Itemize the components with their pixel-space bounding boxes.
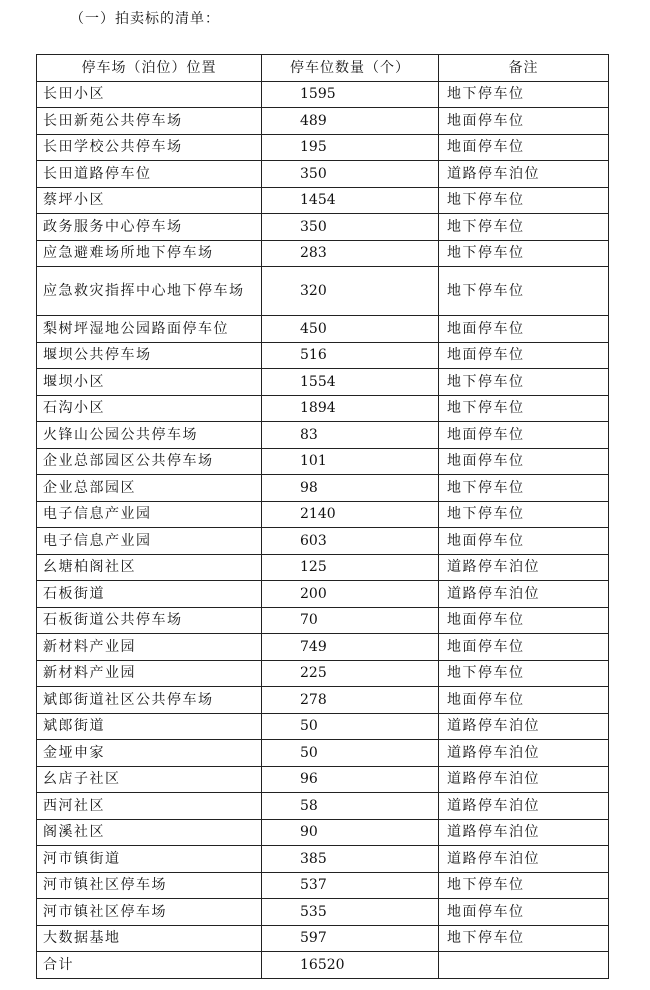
table-row	[37, 634, 609, 661]
cell-count: 58	[262, 793, 439, 820]
cell-location: 金垭申家	[37, 740, 262, 767]
table-row	[37, 899, 609, 926]
table-row	[37, 81, 609, 108]
cell-note: 道路停车泊位	[439, 846, 609, 873]
table-row	[37, 925, 609, 952]
cell-note: 道路停车泊位	[439, 554, 609, 581]
table-row	[37, 161, 609, 188]
table-row	[37, 607, 609, 634]
cell-location: 长田新苑公共停车场	[37, 108, 262, 135]
cell-note: 道路停车泊位	[439, 766, 609, 793]
cell-count: 350	[262, 161, 439, 188]
table-row	[37, 475, 609, 502]
cell-note: 地下停车位	[439, 395, 609, 422]
cell-count: 225	[262, 660, 439, 687]
cell-location: 应急避难场所地下停车场	[37, 240, 262, 267]
cell-location: 幺塘柏阁社区	[37, 554, 262, 581]
cell-location: 河市镇社区停车场	[37, 899, 262, 926]
cell-note: 道路停车泊位	[439, 793, 609, 820]
table-row	[37, 687, 609, 714]
cell-count: 749	[262, 634, 439, 661]
cell-count: 385	[262, 846, 439, 873]
cell-count: 516	[262, 342, 439, 369]
cell-note: 道路停车泊位	[439, 713, 609, 740]
cell-location: 蔡坪小区	[37, 187, 262, 214]
cell-location: 斌郎街道社区公共停车场	[37, 687, 262, 714]
table-row	[37, 740, 609, 767]
cell-location: 大数据基地	[37, 925, 262, 952]
table-row	[37, 819, 609, 846]
cell-count: 50	[262, 740, 439, 767]
cell-location: 石板街道公共停车场	[37, 607, 262, 634]
auction-items-table	[36, 54, 609, 979]
cell-location: 应急救灾指挥中心地下停车场	[37, 267, 262, 316]
table-row	[37, 872, 609, 899]
table-row	[37, 187, 609, 214]
cell-count: 195	[262, 134, 439, 161]
cell-location: 企业总部园区公共停车场	[37, 448, 262, 475]
cell-note: 地面停车位	[439, 316, 609, 343]
table-row	[37, 214, 609, 241]
cell-note: 地下停车位	[439, 872, 609, 899]
table-row	[37, 422, 609, 449]
cell-note: 道路停车泊位	[439, 740, 609, 767]
cell-count: 489	[262, 108, 439, 135]
cell-note: 地下停车位	[439, 501, 609, 528]
cell-count: 1595	[262, 81, 439, 108]
cell-location: 河市镇社区停车场	[37, 872, 262, 899]
cell-note: 道路停车泊位	[439, 819, 609, 846]
cell-note: 地面停车位	[439, 634, 609, 661]
table-row	[37, 108, 609, 135]
cell-note: 地面停车位	[439, 422, 609, 449]
table-row	[37, 395, 609, 422]
cell-location: 阁溪社区	[37, 819, 262, 846]
cell-location: 新材料产业园	[37, 634, 262, 661]
cell-count: 278	[262, 687, 439, 714]
cell-location: 长田道路停车位	[37, 161, 262, 188]
cell-count: 50	[262, 713, 439, 740]
cell-count: 98	[262, 475, 439, 502]
cell-note: 地下停车位	[439, 925, 609, 952]
cell-location: 长田学校公共停车场	[37, 134, 262, 161]
cell-count: 96	[262, 766, 439, 793]
cell-note: 地下停车位	[439, 475, 609, 502]
cell-note: 地面停车位	[439, 342, 609, 369]
cell-location: 政务服务中心停车场	[37, 214, 262, 241]
cell-count: 101	[262, 448, 439, 475]
table-row	[37, 369, 609, 396]
cell-location: 电子信息产业园	[37, 528, 262, 555]
section-heading: （一）拍卖标的清单：	[70, 11, 220, 27]
table-row	[37, 528, 609, 555]
table-row	[37, 267, 609, 316]
cell-count: 1554	[262, 369, 439, 396]
cell-note: 地面停车位	[439, 134, 609, 161]
cell-note: 地面停车位	[439, 528, 609, 555]
cell-location: 长田小区	[37, 81, 262, 108]
cell-note: 道路停车泊位	[439, 161, 609, 188]
table-row	[37, 448, 609, 475]
cell-count: 535	[262, 899, 439, 926]
cell-location: 石沟小区	[37, 395, 262, 422]
cell-note: 道路停车泊位	[439, 581, 609, 608]
table-row	[37, 793, 609, 820]
table-header-row	[37, 55, 609, 82]
cell-note: 地面停车位	[439, 899, 609, 926]
total-row	[37, 952, 609, 979]
cell-note: 地下停车位	[439, 187, 609, 214]
cell-count: 2140	[262, 501, 439, 528]
table-row	[37, 134, 609, 161]
cell-location: 火锋山公园公共停车场	[37, 422, 262, 449]
cell-note: 地下停车位	[439, 81, 609, 108]
cell-count: 1894	[262, 395, 439, 422]
total-label: 合计	[37, 952, 262, 979]
cell-note: 地面停车位	[439, 607, 609, 634]
cell-note: 地面停车位	[439, 448, 609, 475]
table-row	[37, 240, 609, 267]
cell-location: 堰坝公共停车场	[37, 342, 262, 369]
table-row	[37, 713, 609, 740]
total-note	[439, 952, 609, 979]
cell-count: 200	[262, 581, 439, 608]
cell-note: 地面停车位	[439, 687, 609, 714]
cell-note: 地下停车位	[439, 267, 609, 316]
cell-location: 幺店子社区	[37, 766, 262, 793]
table-row	[37, 846, 609, 873]
table-row	[37, 316, 609, 343]
table-row	[37, 554, 609, 581]
table-row	[37, 342, 609, 369]
cell-count: 125	[262, 554, 439, 581]
cell-location: 斌郎街道	[37, 713, 262, 740]
cell-location: 堰坝小区	[37, 369, 262, 396]
cell-location: 企业总部园区	[37, 475, 262, 502]
cell-count: 603	[262, 528, 439, 555]
cell-location: 西河社区	[37, 793, 262, 820]
table-row	[37, 766, 609, 793]
cell-count: 597	[262, 925, 439, 952]
cell-count: 83	[262, 422, 439, 449]
cell-count: 350	[262, 214, 439, 241]
cell-note: 地下停车位	[439, 240, 609, 267]
table-row	[37, 660, 609, 687]
total-count: 16520	[262, 952, 439, 979]
cell-count: 320	[262, 267, 439, 316]
cell-location: 梨树坪湿地公园路面停车位	[37, 316, 262, 343]
cell-location: 河市镇街道	[37, 846, 262, 873]
table-row	[37, 501, 609, 528]
cell-location: 电子信息产业园	[37, 501, 262, 528]
cell-count: 283	[262, 240, 439, 267]
header-note: 备注	[439, 55, 609, 82]
table-row	[37, 581, 609, 608]
cell-count: 1454	[262, 187, 439, 214]
cell-count: 70	[262, 607, 439, 634]
header-location: 停车场（泊位）位置	[37, 55, 262, 82]
cell-location: 新材料产业园	[37, 660, 262, 687]
cell-count: 537	[262, 872, 439, 899]
cell-note: 地面停车位	[439, 108, 609, 135]
cell-note: 地下停车位	[439, 214, 609, 241]
cell-location: 石板街道	[37, 581, 262, 608]
cell-count: 90	[262, 819, 439, 846]
cell-count: 450	[262, 316, 439, 343]
cell-note: 地下停车位	[439, 660, 609, 687]
cell-note: 地下停车位	[439, 369, 609, 396]
header-count: 停车位数量（个）	[262, 55, 439, 82]
